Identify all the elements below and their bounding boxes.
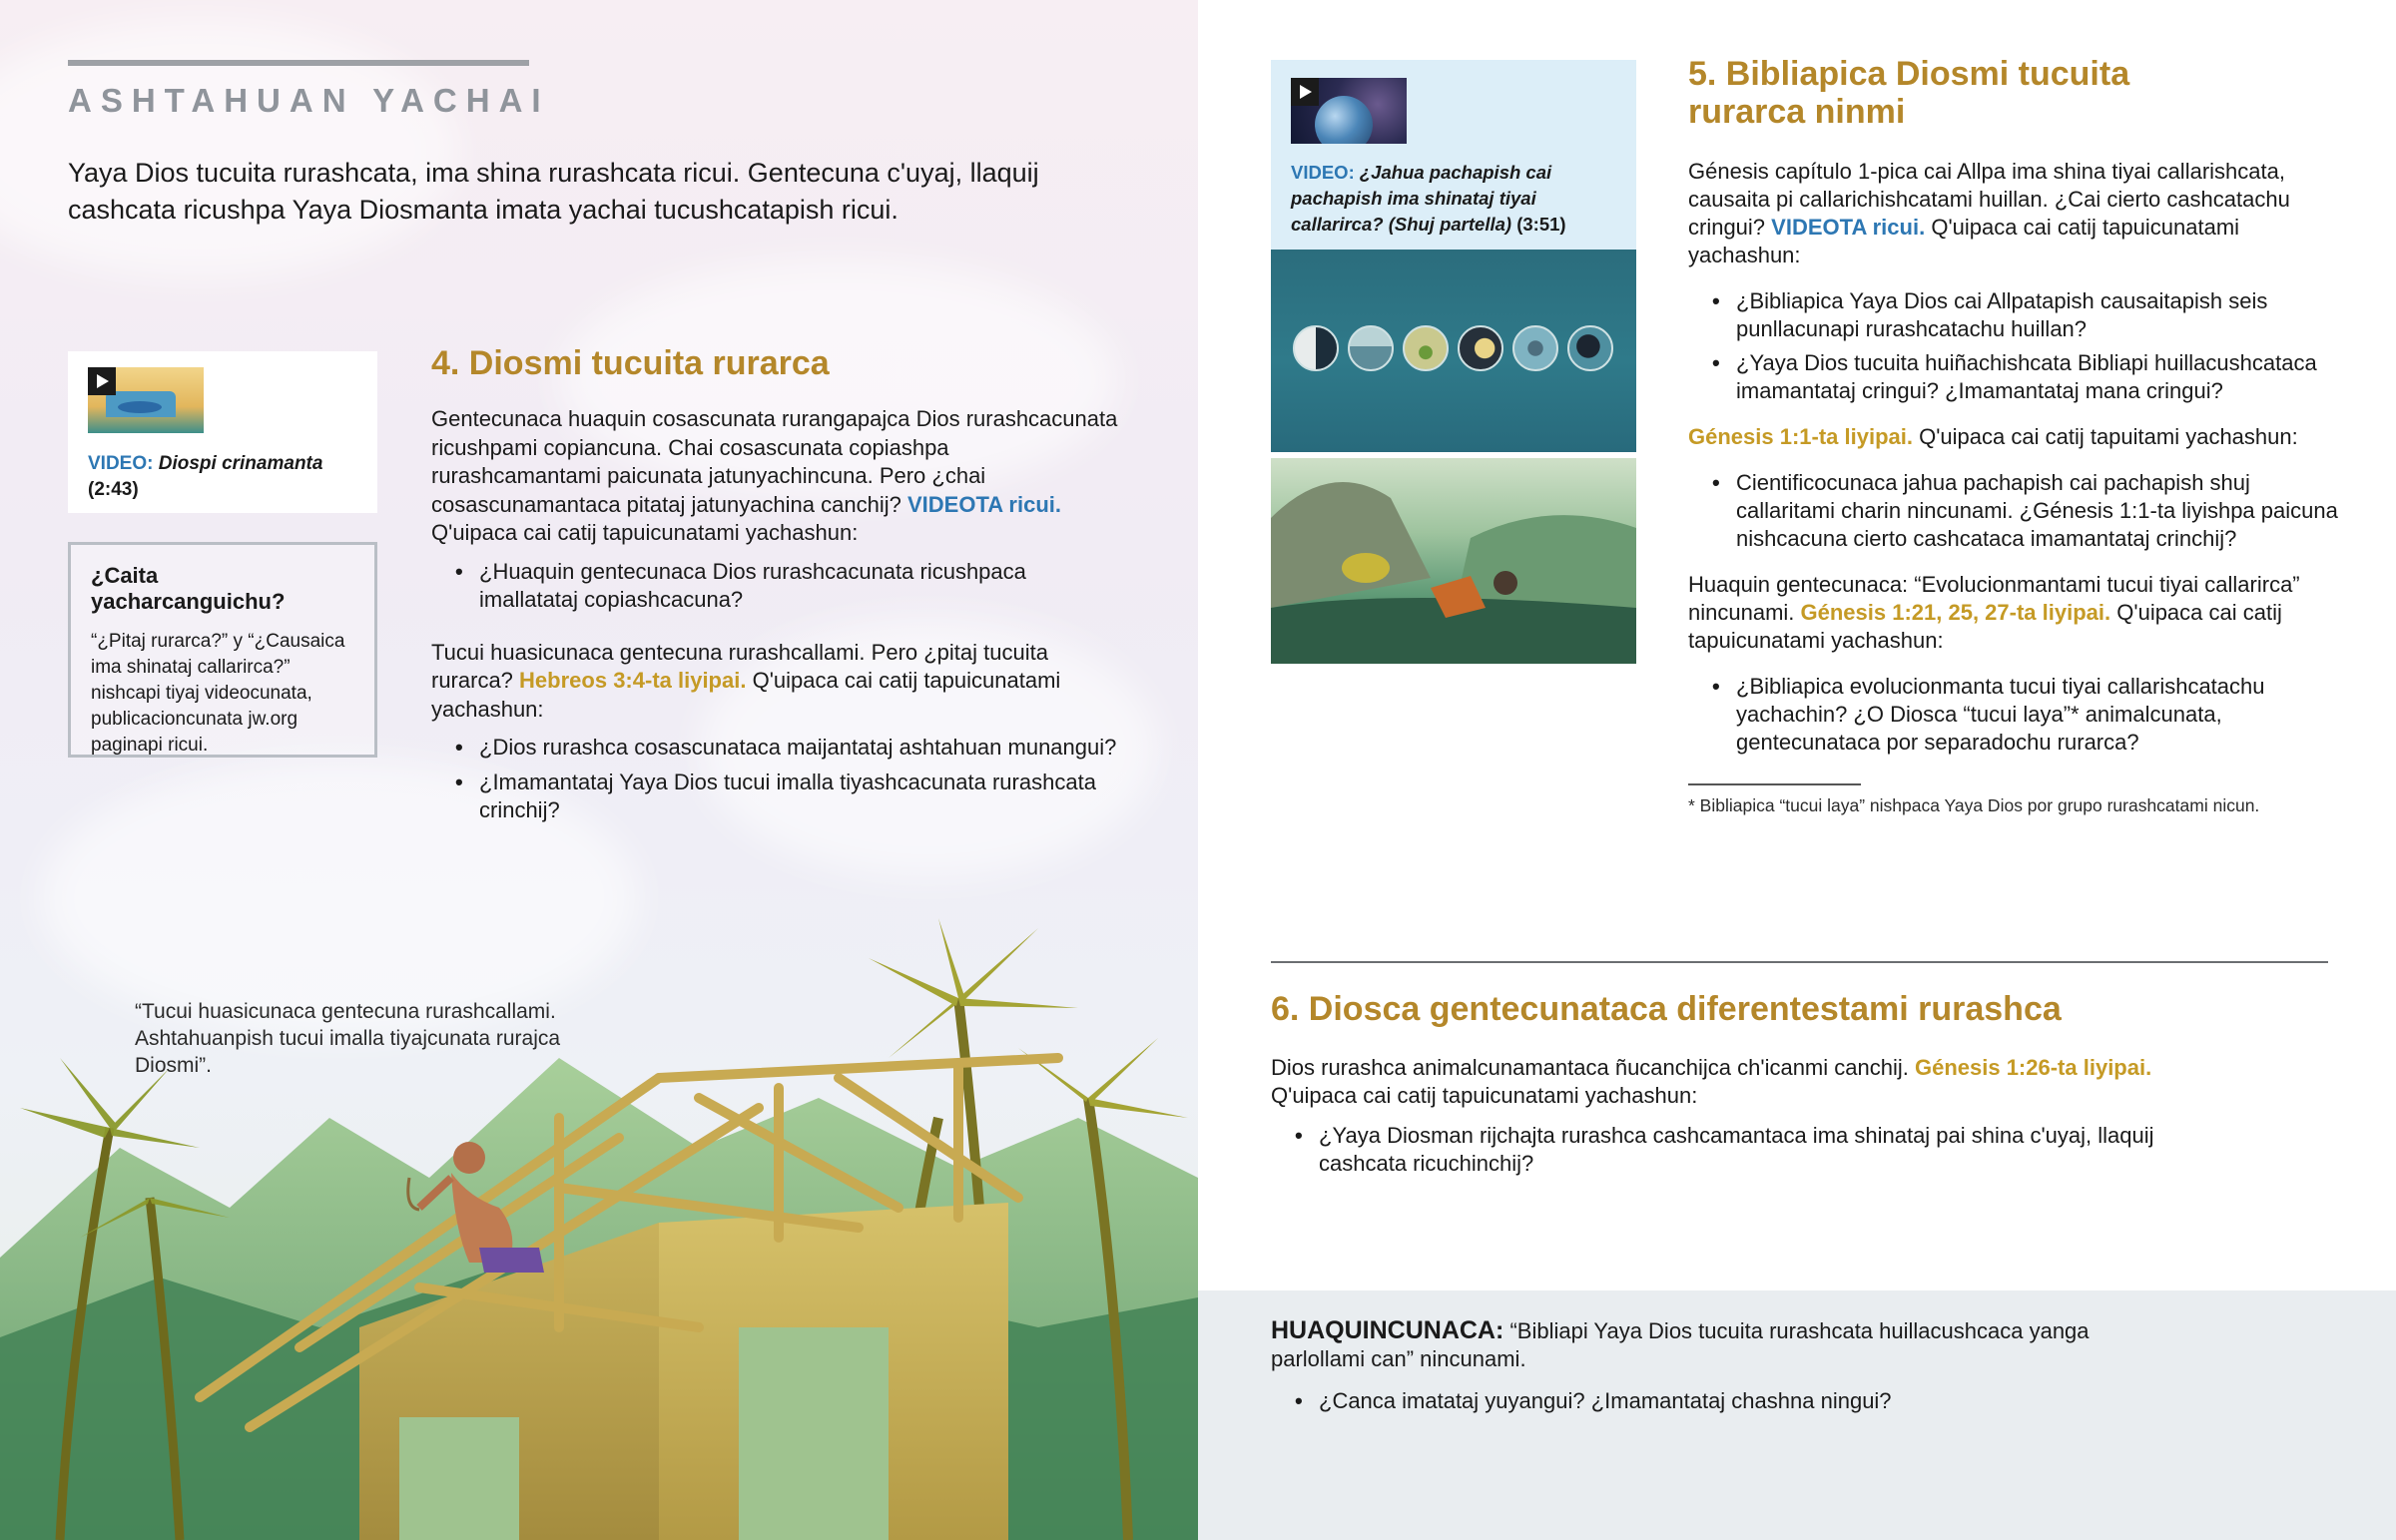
list-item: • ¿Bibliapica Yaya Dios cai Allpatapish causaitapish seis punllacunapi rurashcatachu huillan?	[1688, 287, 2347, 343]
video-card-diospi-crinamanta[interactable]	[68, 351, 377, 513]
question-list	[1688, 287, 2347, 405]
creation-scene-illustration	[1271, 458, 1636, 664]
question-list	[455, 558, 1120, 615]
info-box-heading: ¿Caita yacharcanguichu?	[91, 563, 286, 614]
scripture-link[interactable]: Hebreos 3:4-ta liyipai.	[519, 668, 747, 693]
section-divider	[1271, 961, 2328, 963]
scripture-link[interactable]: Génesis 1:1-ta liyipai.	[1688, 424, 1913, 449]
section-4-paragraph	[431, 639, 1120, 725]
fish-bird-icon	[1512, 325, 1558, 371]
paragraph-text: Génesis capítulo 1-pica cai Allpa ima shina tiyai callarishcata, causaita pi callarichishcatami huillan. ¿Cai cierto cashcatachu cringui?	[1688, 159, 2290, 240]
image-caption-quote: “Tucui huasicunaca gentecuna rurashcallami. Ashtahuanpish tucui imalla tiyajcunata rurajca Diosmi”.	[135, 1000, 561, 1077]
info-box-text: “¿Pitaj rurarca?” y “¿Causaica ima shinataj callarirca?” nishcapi tiyaj videocunata, publicacioncunata jw.org paginapi ricui.	[91, 631, 345, 756]
right-page	[1198, 0, 2396, 1540]
list-item: • ¿Imamantataj Yaya Dios tucui imalla tiyashcacunata rurashcata crinchij?	[455, 769, 1120, 825]
video-duration: (2:43)	[88, 479, 139, 500]
section-6-paragraph	[1271, 1054, 2269, 1110]
video-thumbnail[interactable]	[1291, 78, 1407, 144]
summary-box	[1198, 1290, 2396, 1540]
paragraph-text: Tucui huasicunaca gentecuna rurashcallami. Pero ¿pitaj tucuita rurarca?	[431, 639, 1048, 693]
footnote: * Bibliapica “tucui laya” nishpaca Yaya Dios por grupo rurashcatami nicun.	[1688, 795, 2260, 815]
scripture-link[interactable]: Génesis 1:21, 25, 27-ta liyipai.	[1800, 600, 2111, 625]
list-item: • ¿Huaquin gentecunaca Dios rurashcacunata ricushpaca imallatataj copiashcacuna?	[455, 558, 1120, 615]
scripture-link[interactable]: Génesis 1:26-ta liyipai.	[1914, 1055, 2152, 1080]
section-5-body	[1688, 158, 2347, 774]
plant-icon	[1403, 325, 1449, 371]
section-6-body	[1271, 1054, 2269, 1178]
list-item: • Cientificocunaca jahua pachapish cai pachapish shuj callaritami charin nincunami. ¿Génesis 1:1-ta liyishpa paicuna nishcacuna cierto cashcataca imamantataj crinchij?	[1688, 469, 2347, 553]
question-list	[455, 734, 1120, 825]
landscape-art	[1271, 458, 1636, 664]
footnote-rule	[1688, 783, 1861, 785]
section-4-paragraph	[431, 405, 1120, 548]
question-list	[1688, 469, 2347, 553]
human-icon	[1567, 325, 1613, 371]
list-item: • ¿Canca imatataj yuyangui? ¿Imamantataj chashna ningui?	[1271, 1387, 2323, 1415]
video-card-header	[1271, 60, 1636, 250]
did-you-know-box	[68, 542, 377, 758]
video-link[interactable]: VIDEOTA ricui.	[906, 491, 1062, 517]
video-duration: (3:51)	[1516, 214, 1566, 235]
paragraph-text: Q'uipaca cai catij tapuicunatami yachashun:	[431, 520, 859, 545]
section-title: ASHTAHUAN YACHAI	[68, 82, 550, 119]
play-icon[interactable]	[1291, 78, 1319, 106]
summary-keyword: HUAQUINCUNACA:	[1271, 1316, 1504, 1344]
earth-icon	[1315, 96, 1373, 144]
thumbnail-art	[118, 401, 162, 413]
paragraph-text: Dios rurashca animalcunamantaca ñucanchijca ch'icanmi canchij.	[1271, 1055, 1909, 1080]
video-title: Diospi crinamanta	[158, 453, 323, 474]
question-list	[1688, 673, 2347, 757]
summary-text: “Bibliapi Yaya Dios tucuita rurashcata huillacushcaca yanga parlollami can” nincunami.	[1271, 1318, 2090, 1371]
section-4-title: 4. Diosmi tucuita rurarca	[431, 344, 830, 382]
video-title: ¿Jahua pachapish cai pachapish ima shinataj tiyai callarirca? (Shuj partella)	[1291, 162, 1552, 235]
paragraph-text: Q'uipaca cai catij tapuicunatami yachashun:	[1271, 1083, 1698, 1108]
creation-days-icons	[1293, 325, 1613, 371]
paragraph-text: Q'uipaca cai catij tapuicunatami yachashun:	[1688, 600, 2282, 653]
section-4-body	[431, 405, 1120, 825]
section-6-title: 6. Diosca gentecunataca diferentestami rurashca	[1271, 990, 2062, 1028]
video-link[interactable]: VIDEOTA ricui.	[1771, 215, 1926, 240]
section-5-paragraph	[1688, 158, 2347, 269]
paragraph-text: Q'uipaca cai catij tapuicunatami yachashun:	[1688, 215, 2240, 267]
video-prefix: VIDEO:	[88, 453, 154, 474]
section-5-paragraph	[1688, 423, 2347, 451]
video-prefix: VIDEO:	[1291, 162, 1355, 183]
video-thumbnail[interactable]	[88, 367, 204, 433]
list-item: • ¿Bibliapica evolucionmanta tucui tiyai callarishcatachu yachachin? ¿O Diosca “tucui laya”* animalcunata, gentecunataca por separadochu rurarca?	[1688, 673, 2347, 757]
play-icon[interactable]	[88, 367, 116, 395]
sun-moon-icon	[1458, 325, 1503, 371]
list-item: • ¿Yaya Dios tucuita huiñachishcata Bibliapi huillacushcataca imamantataj cringui? ¿Imamantataj mana cringui?	[1688, 349, 2347, 405]
light-dark-icon	[1293, 325, 1339, 371]
paragraph-text: Gentecunaca huaquin cosascunata rurangapajca Dios rurashcacunata ricushpami copiancuna. Chai cosascunata copiashpa rurashcamantami paicunata jatunyachincuna. Pero ¿chai cosascunamantaca pitataj jatunyachina canchij?	[431, 406, 1118, 517]
creation-days-panel	[1271, 250, 1636, 452]
question-list	[1271, 1387, 2323, 1415]
list-item: • ¿Yaya Diosman rijchajta rurashca cashcamantaca ima shinataj pai shina c'uyaj, llaquij cashcata ricuchinchij?	[1271, 1122, 2169, 1178]
section-rule	[68, 60, 529, 66]
paragraph-text: Q'uipaca cai catij tapuicunatami yachashun:	[431, 668, 1061, 722]
summary-paragraph	[1271, 1316, 2090, 1373]
section-5-title: 5. Bibliapica Diosmi tucuita rurarca ninmi	[1688, 55, 2130, 131]
intro-paragraph: Yaya Dios tucuita rurashcata, ima shina rurashcata ricui. Gentecuna c'uyaj, llaquij cashcata ricushpa Yaya Diosmanta imata yachai tucushcatapish ricui.	[68, 158, 1039, 225]
question-list	[1271, 1122, 2169, 1178]
video-card-creation[interactable]	[1271, 60, 1636, 664]
video-label	[1291, 160, 1616, 238]
paragraph-text: Q'uipaca cai catij tapuitami yachashun:	[1919, 424, 2298, 449]
video-label	[88, 451, 357, 503]
paragraph-text: Huaquin gentecunaca: “Evolucionmantami tucui tiyai callarirca” nincunami.	[1688, 572, 2300, 625]
section-5-paragraph	[1688, 571, 2347, 655]
water-sky-icon	[1348, 325, 1394, 371]
list-item: • ¿Dios rurashca cosascunataca maijantataj ashtahuan munangui?	[455, 734, 1120, 763]
